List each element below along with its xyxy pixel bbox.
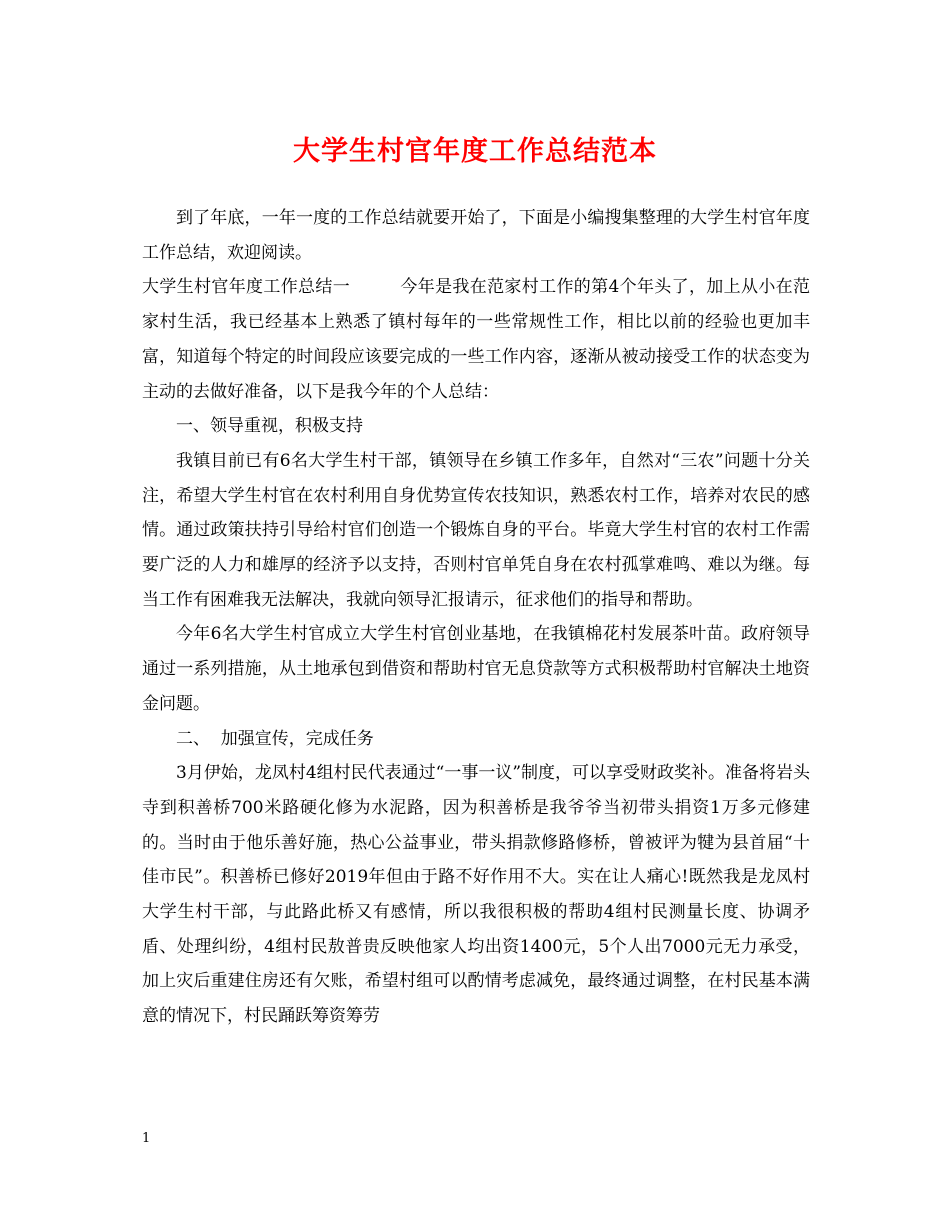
page-number: 1 [142,1131,151,1146]
summary-one-paragraph [142,270,810,409]
document-title: 大学生村官年度工作总结范本 [293,136,657,167]
body-paragraph-1: 我镇目前已有6名大学生村干部，镇领导在乡镇工作多年，自然对“三农”问题十分关注，希望大学生村官在农村利用自身优势宣传农技知识，熟悉农村工作，培养对农民的感情。通过政策扶持引导给村官们创造一个锻炼自身的平台。毕竟大学生村官的农村工作需要广泛的人力和雄厚的经济予以支持，否则村官单凭自身在农村孤掌难鸣、难以为继。每当工作有困难我无法解决，我就向领导汇报请示，征求他们的指导和帮助。 [142,450,810,610]
body-paragraph-3: 3月伊始，龙凤村4组村民代表通过“一事一议”制度，可以享受财政奖补。准备将岩头寺到积善桥700米路硬化修为水泥路，因为积善桥是我爷爷当初带头捐资1万多元修建的。当时由于他乐善好施，热心公益事业，带头捐款修路修桥，曾被评为犍为县首届“十佳市民”。积善桥已修好2019年但由于路不好作用不大。实在让人痛心!既然我是龙凤村大学生村干部，与此路此桥又有感情，所以我很积极的帮助4组村民测量长度、协调矛盾、处理纠纷，4组村民敖普贵反映他家人均出资1400元，5个人出7000元无力承受，加上灾后重建住房还有欠账，希望村组可以酌情考虑减免，最终通过调整，在村民基本满意的情况下，村民踊跃筹资筹劳 [142,763,811,1027]
summary-one-label: 大学生村官年度工作总结一 [142,277,351,298]
section-heading-2: 二、 加强宣传，完成任务 [176,728,374,749]
document-body [142,201,810,1034]
intro-paragraph: 到了年底，一年一度的工作总结就要开始了，下面是小编搜集整理的大学生村官年度工作总结，欢迎阅读。 [142,208,810,263]
summary-one-text: 今年是我在范家村工作的第4个年头了，加上从小在范家村生活，我已经基本上熟悉了镇村每年的一些常规性工作，相比以前的经验也更加丰富，知道每个特定的时间段应该要完成的一些工作内容，逐渐从被动接受工作的状态变为主动的去做好准备，以下是我今年的个人总结： [142,277,810,402]
body-paragraph-2: 今年6名大学生村官成立大学生村官创业基地，在我镇棉花村发展茶叶苗。政府领导通过一系列措施，从土地承包到借资和帮助村官无息贷款等方式积极帮助村官解决土地资金问题。 [142,624,810,714]
section-heading-1: 一、领导重视，积极支持 [176,416,363,437]
